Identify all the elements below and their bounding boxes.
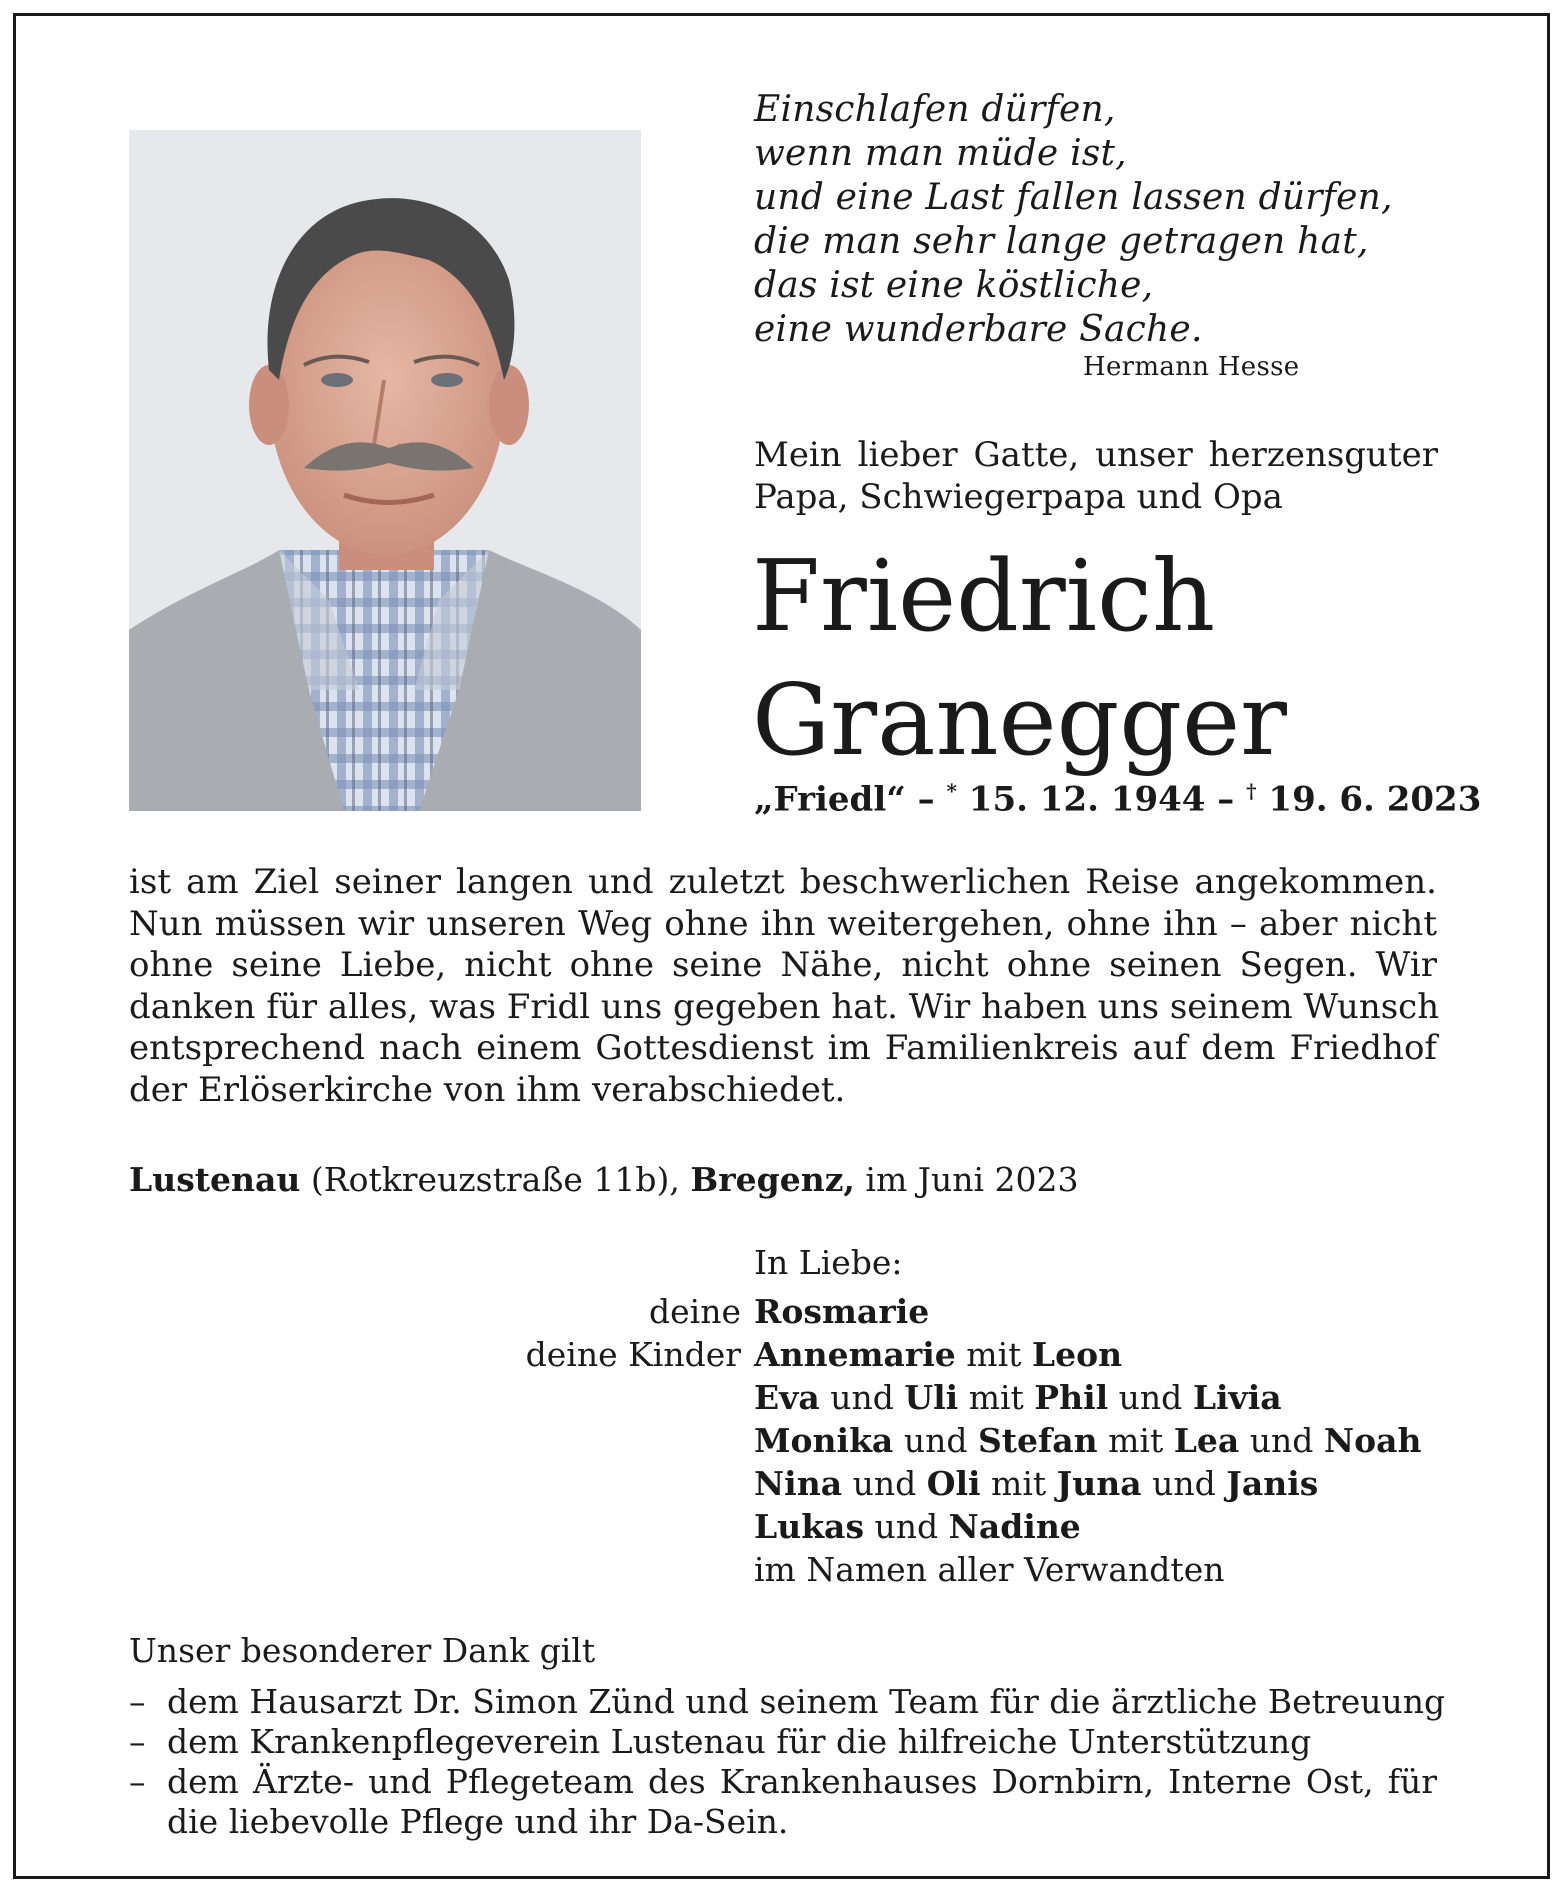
- death-symbol: †: [1246, 779, 1257, 803]
- thanks-text: die liebevolle Pflege und ihr Da-Sein.: [167, 1802, 789, 1841]
- connector: und: [842, 1464, 927, 1503]
- address: (Rotkreuzstraße 11b),: [300, 1160, 691, 1199]
- mourner-name: Nina: [754, 1464, 843, 1503]
- thanks-text: dem Krankenpflegeverein Lustenau für die hilfreiche Unterstützung: [167, 1722, 1312, 1761]
- connector: und: [1108, 1378, 1193, 1417]
- thanks-heading: Unser besonderer Dank gilt: [129, 1631, 596, 1670]
- text-line: danken für alles, was Fridl uns gegeben hat. Wir haben uns seinem Wunsch: [129, 986, 1440, 1027]
- in-liebe: In Liebe:: [754, 1243, 903, 1282]
- intro-line: Papa, Schwiegerpapa und Opa: [754, 477, 1283, 517]
- mourner-name: Leon: [1031, 1335, 1123, 1374]
- thanks-text: dem Hausarzt Dr. Simon Zünd und seinem Team für die ärztliche Betreuung: [167, 1682, 1446, 1721]
- mourner-name: Phil: [1034, 1378, 1109, 1417]
- list-item: [0, 1333, 1567, 1376]
- list-item: [129, 1682, 1446, 1722]
- thanks-text: dem Ärzte- und Pflegeteam des Krankenhauses Dornbirn, Interne Ost, für: [167, 1762, 1437, 1801]
- list-item: [0, 1290, 1567, 1333]
- intro-line: Mein lieber Gatte, unser herzensguter: [754, 435, 1438, 475]
- text-line: Nun müssen wir unseren Weg ohne ihn weitergehen, ohne ihn – aber nicht: [129, 903, 1437, 944]
- dash-bullet: –: [129, 1762, 146, 1801]
- list-item: [0, 1419, 1567, 1462]
- poem-line: wenn man müde ist,: [754, 133, 1127, 174]
- mourner-name: Uli: [904, 1378, 959, 1417]
- list-item: [0, 1376, 1567, 1419]
- deceased-name: [752, 535, 1287, 783]
- dash-bullet: –: [129, 1682, 146, 1721]
- portrait-photo: [129, 130, 641, 811]
- poem-line: die man sehr lange getragen hat,: [754, 221, 1369, 262]
- birth-date: 15. 12. 1944: [956, 779, 1206, 820]
- poem: [754, 88, 1393, 352]
- text-line: entsprechend nach einem Gottesdienst im Familienkreis auf dem Friedhof: [129, 1028, 1437, 1068]
- mourner-name: Juna: [1056, 1464, 1142, 1503]
- poem-line: das ist eine köstliche,: [754, 265, 1154, 306]
- connector: mit: [955, 1335, 1032, 1374]
- list-item: [0, 1548, 1567, 1591]
- separator: –: [905, 779, 947, 820]
- mourner-name: Oli: [926, 1464, 981, 1503]
- relation-label: deine: [649, 1292, 741, 1331]
- mourner-name: Livia: [1192, 1378, 1282, 1417]
- mourner-name: Eva: [754, 1378, 820, 1417]
- connector: mit: [958, 1378, 1035, 1417]
- city: Lustenau: [129, 1160, 301, 1199]
- relation-label: deine Kinder: [525, 1335, 741, 1374]
- mourner-name: Nadine: [948, 1507, 1081, 1546]
- first-name: Friedrich: [752, 540, 1216, 654]
- mourner-name: Stefan: [977, 1421, 1098, 1460]
- text-line: ist am Ziel seiner langen und zuletzt beschwerlichen Reise angekommen.: [129, 862, 1437, 902]
- list-item: [129, 1762, 1437, 1842]
- connector: und: [1141, 1464, 1227, 1503]
- birth-symbol: *: [946, 779, 957, 803]
- thanks-list: [129, 1682, 1446, 1842]
- connector: mit: [1097, 1421, 1174, 1460]
- text-line: der Erlöserkirche von ihm verabschiedet.: [129, 1069, 846, 1110]
- intro-text: [754, 434, 1438, 518]
- last-name: Granegger: [752, 664, 1287, 778]
- mourner-name: Janis: [1226, 1464, 1319, 1503]
- list-item: [0, 1505, 1567, 1548]
- connector: und: [864, 1507, 949, 1546]
- poem-line: und eine Last fallen lassen dürfen,: [754, 177, 1393, 218]
- poem-line: Einschlafen dürfen,: [754, 89, 1116, 130]
- text-line: ohne seine Liebe, nicht ohne seine Nähe, nicht ohne seinen Segen. Wir: [129, 945, 1437, 985]
- connector: und: [819, 1378, 905, 1417]
- city: Bregenz,: [690, 1160, 855, 1199]
- mourner-name: Annemarie: [754, 1335, 956, 1374]
- connector: und: [1239, 1421, 1324, 1460]
- dash-bullet: –: [129, 1722, 146, 1761]
- portrait-illustration: [129, 130, 641, 811]
- mourners-list: [0, 1290, 1567, 1591]
- separator: –: [1205, 779, 1247, 820]
- place-date: [129, 1160, 1079, 1199]
- connector: und: [893, 1421, 978, 1460]
- mourner-name: Lukas: [754, 1507, 865, 1546]
- list-item: [129, 1722, 1437, 1762]
- death-date: 19. 6. 2023: [1256, 779, 1482, 820]
- date: im Juni 2023: [854, 1160, 1079, 1199]
- relatives-line: im Namen aller Verwandten: [754, 1550, 1225, 1589]
- life-dates: [754, 779, 1481, 819]
- list-item: [0, 1462, 1567, 1505]
- announcement-text: [129, 862, 1440, 1111]
- poem-line: eine wunderbare Sache.: [754, 309, 1203, 350]
- mourner-name: Monika: [754, 1421, 894, 1460]
- mourner-name: Rosmarie: [754, 1292, 930, 1331]
- mourner-name: Noah: [1323, 1421, 1422, 1460]
- connector: mit: [980, 1464, 1057, 1503]
- poem-author: Hermann Hesse: [1083, 352, 1300, 382]
- mourner-name: Lea: [1173, 1421, 1240, 1460]
- nickname: „Friedl“: [754, 779, 906, 820]
